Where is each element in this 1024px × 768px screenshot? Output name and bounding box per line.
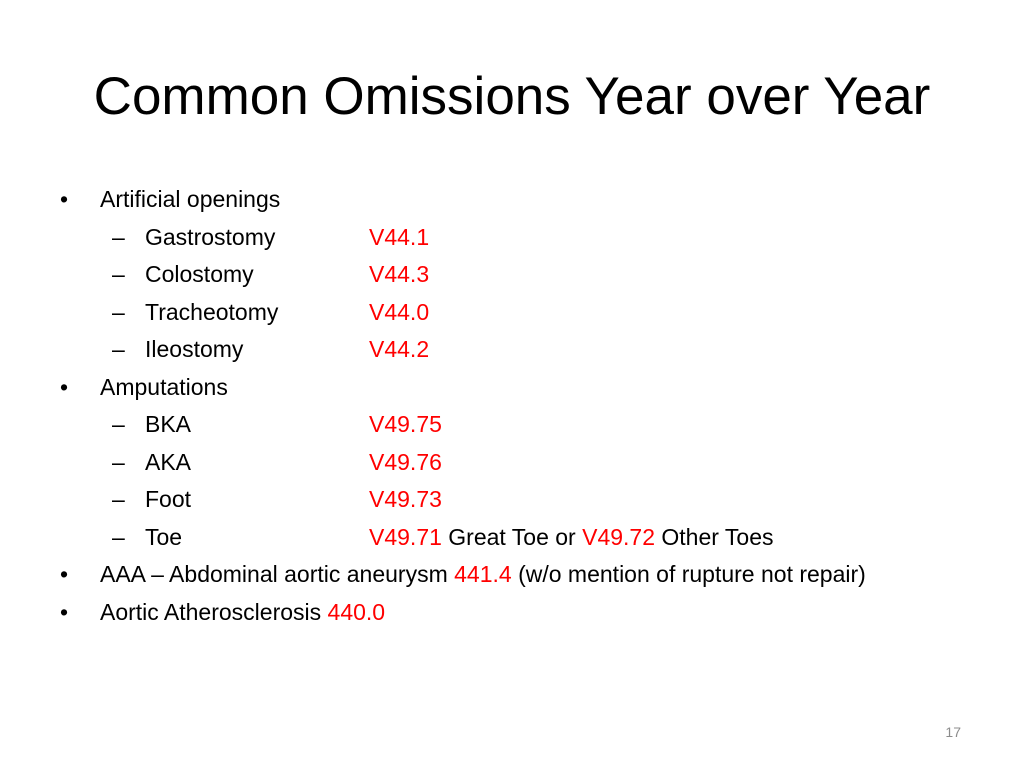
sub-item-label: Colostomy [145, 261, 254, 287]
dash-icon: – [112, 336, 125, 362]
bullet-aaa [60, 556, 940, 594]
dash-icon: – [112, 486, 125, 512]
sub-item-codes [369, 481, 442, 519]
sub-item-label: Gastrostomy [145, 223, 276, 250]
bullet-icon: • [60, 598, 69, 625]
code-note: Great Toe or [448, 523, 576, 550]
icd-code-secondary: V49.72 [582, 523, 656, 550]
bullet-text: Artificial openings [100, 186, 281, 212]
sub-item-codes [369, 256, 429, 294]
sub-item-label: AKA [145, 448, 192, 475]
bullet-text: Amputations [100, 373, 228, 400]
sub-item-bka [60, 406, 940, 444]
dash-icon: – [112, 411, 125, 437]
icd-code: V44.3 [369, 261, 430, 287]
dash-icon: – [112, 261, 125, 287]
bullet-text [100, 560, 940, 589]
bullet-artificial-openings [60, 181, 940, 219]
dash-icon: – [112, 298, 125, 325]
aortic-description: Aortic Atherosclerosis [100, 598, 322, 625]
bullet-text [100, 594, 940, 632]
bullet-aortic-atherosclerosis [60, 594, 940, 632]
code-note-secondary: Other Toes [661, 523, 774, 550]
sub-item-aka [60, 444, 940, 482]
sub-item-ileostomy [60, 331, 940, 369]
icd-code: V49.75 [369, 411, 442, 437]
dash-icon: – [112, 448, 125, 475]
bullet-amputations [60, 369, 940, 407]
sub-item-label: Tracheotomy [145, 298, 279, 325]
bullet-icon: • [60, 561, 69, 587]
page-number: 17 [945, 724, 961, 740]
icd-code: V44.1 [369, 223, 430, 250]
icd-code: V44.0 [369, 298, 430, 325]
icd-code: 440.0 [327, 598, 386, 625]
sub-item-codes [369, 519, 774, 557]
sub-item-codes [369, 294, 429, 332]
sub-item-label: Ileostomy [145, 336, 244, 362]
icd-code: V44.2 [369, 336, 430, 362]
dash-icon: – [112, 523, 125, 550]
sub-item-codes [369, 444, 442, 482]
sub-item-label: Toe [145, 523, 183, 550]
sub-item-label: BKA [145, 411, 192, 437]
sub-item-gastrostomy [60, 219, 940, 257]
sub-item-toe [60, 519, 940, 557]
icd-code: V49.73 [369, 486, 442, 512]
dash-icon: – [112, 223, 125, 250]
icd-code: V49.71 [369, 523, 442, 550]
aaa-note: (w/o mention of rupture not repair) [518, 561, 866, 587]
sub-item-codes [369, 406, 442, 444]
sub-item-codes [369, 219, 429, 257]
sub-item-tracheotomy [60, 294, 940, 332]
bullet-icon: • [60, 373, 69, 400]
icd-code: V49.76 [369, 448, 442, 475]
sub-item-label: Foot [145, 486, 192, 512]
sub-item-colostomy [60, 256, 940, 294]
sub-item-foot [60, 481, 940, 519]
slide-content [60, 181, 940, 631]
aaa-description: AAA – Abdominal aortic aneurysm [100, 561, 448, 587]
bullet-icon: • [60, 186, 69, 212]
slide-title: Common Omissions Year over Year [93, 67, 931, 126]
sub-item-codes [369, 331, 429, 369]
icd-code: 441.4 [454, 561, 512, 587]
